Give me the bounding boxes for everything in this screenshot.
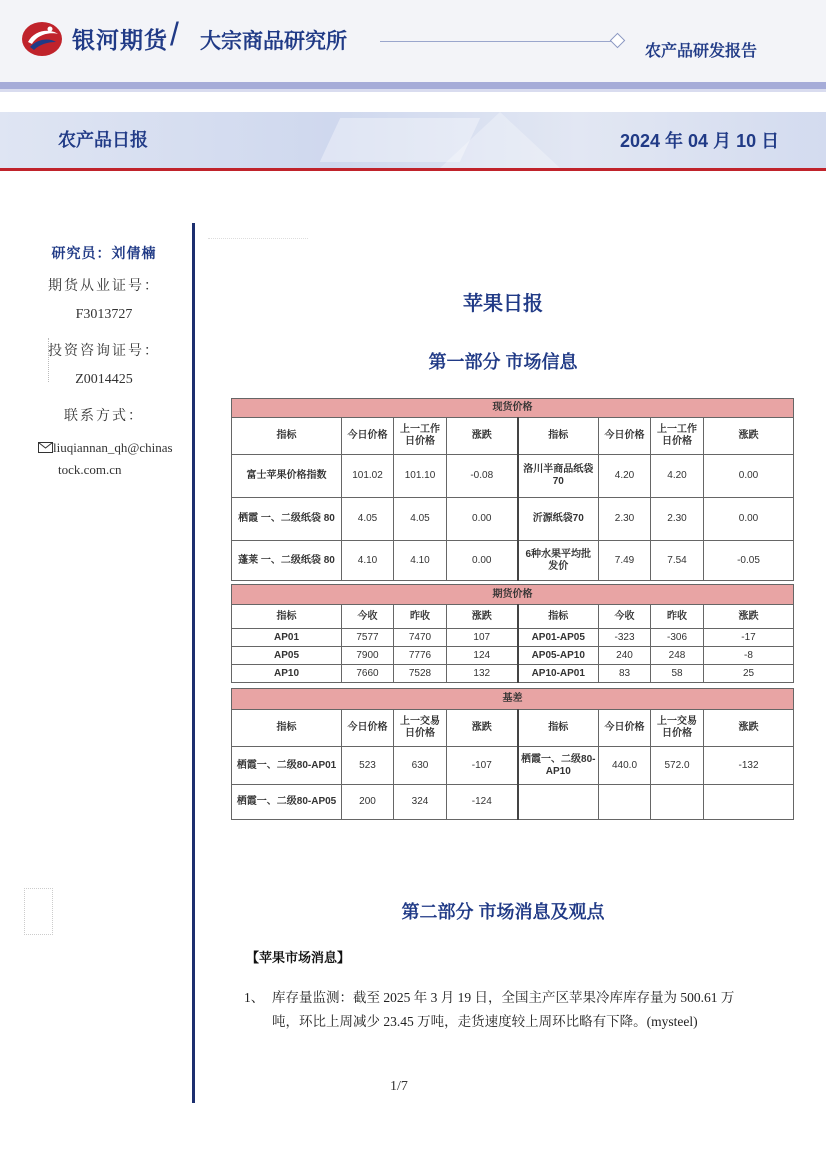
- column-header: 涨跌: [704, 605, 794, 629]
- table-cell: 572.0: [651, 747, 704, 785]
- table-cell: AP05-AP10: [518, 647, 599, 665]
- page-number: 1/7: [390, 1079, 408, 1094]
- column-header: 涨跌: [704, 710, 794, 747]
- table-cell: AP01: [232, 629, 342, 647]
- brand-name: 银河期货: [72, 27, 168, 53]
- table-cell: -323: [599, 629, 651, 647]
- table-cell: 523: [342, 747, 394, 785]
- contact-label: 联系方式：: [64, 409, 144, 424]
- table-cell: 101.02: [342, 455, 394, 498]
- news-tag: 【苹果市场消息】: [246, 950, 351, 965]
- table-cell: 栖霞 一、二级纸袋 80: [232, 498, 342, 541]
- table-cell: 7.54: [651, 541, 704, 581]
- table-cell: -124: [447, 785, 518, 820]
- column-header: 上一工作日价格: [394, 418, 447, 455]
- news-text: 吨，环比上周减少 23.45 万吨，走货速度较上周环比略有下降。(mysteel): [272, 1014, 698, 1029]
- table-cell: AP10: [232, 665, 342, 683]
- column-header: 指标: [232, 418, 342, 455]
- table-cell: 0.00: [447, 498, 518, 541]
- table-cell: 4.20: [651, 455, 704, 498]
- table-cell: 0.00: [447, 541, 518, 581]
- report-type: 农产品研发报告: [645, 43, 758, 60]
- dotted-guide: [48, 338, 50, 382]
- page-header: [0, 0, 826, 82]
- column-header: 指标: [232, 605, 342, 629]
- column-header: 上一交易日价格: [394, 710, 447, 747]
- faint-rule: [208, 238, 308, 247]
- table-cell: 248: [651, 647, 704, 665]
- table-row: [232, 629, 794, 647]
- table-cell: 7470: [394, 629, 447, 647]
- title-divider: /: [170, 16, 179, 52]
- table-cell: 58: [651, 665, 704, 683]
- table-cell: 栖霞一、二级80-AP10: [518, 747, 599, 785]
- table-cell: 2.30: [651, 498, 704, 541]
- table-cell: 7776: [394, 647, 447, 665]
- table-cell: AP01-AP05: [518, 629, 599, 647]
- contact-email[interactable]: [38, 437, 188, 481]
- table-cell: [704, 785, 794, 820]
- table-section-title: 现货价格: [232, 399, 794, 418]
- header-rule: [380, 41, 612, 42]
- envelope-icon: [38, 442, 53, 453]
- table-cell: 324: [394, 785, 447, 820]
- column-header: 今日价格: [599, 418, 651, 455]
- table-row: [232, 785, 794, 820]
- table-cell: -17: [704, 629, 794, 647]
- table-cell: 7528: [394, 665, 447, 683]
- table-cell: -0.08: [447, 455, 518, 498]
- column-header: 昨收: [394, 605, 447, 629]
- advisory-license-label: 投资咨询证号：: [48, 344, 160, 359]
- table-cell: 7.49: [599, 541, 651, 581]
- column-header: 上一工作日价格: [651, 418, 704, 455]
- institute-name: 大宗商品研究所: [200, 30, 347, 53]
- table-row: [232, 665, 794, 683]
- table-cell: 4.10: [394, 541, 447, 581]
- table-cell: 200: [342, 785, 394, 820]
- column-header: 涨跌: [704, 418, 794, 455]
- column-header: 指标: [518, 605, 599, 629]
- news-text: 库存量监测：截至 2025 年 3 月 19 日，全国主产区苹果冷库库存量为 500.61 万: [272, 990, 735, 1005]
- column-header: 上一交易日价格: [651, 710, 704, 747]
- table-cell: 440.0: [599, 747, 651, 785]
- table-row: [232, 455, 794, 498]
- table-cell: 7900: [342, 647, 394, 665]
- table-row: [232, 747, 794, 785]
- table-cell: 4.10: [342, 541, 394, 581]
- column-header: 今日价格: [342, 418, 394, 455]
- table-cell: 4.05: [394, 498, 447, 541]
- table-cell: -8: [704, 647, 794, 665]
- table-cell: 沂源纸袋70: [518, 498, 599, 541]
- table-cell: 0.00: [704, 498, 794, 541]
- section-heading: 第二部分 市场消息及观点: [401, 902, 605, 922]
- table-cell: -107: [447, 747, 518, 785]
- table-cell: 0.00: [704, 455, 794, 498]
- column-header: 指标: [518, 418, 599, 455]
- table-cell: AP10-AP01: [518, 665, 599, 683]
- table-cell: 栖霞一、二级80-AP01: [232, 747, 342, 785]
- banner-red-rule: [0, 168, 826, 171]
- table-cell: 107: [447, 629, 518, 647]
- table-cell: 240: [599, 647, 651, 665]
- table-cell: 25: [704, 665, 794, 683]
- table-cell: 124: [447, 647, 518, 665]
- table-cell: 4.20: [599, 455, 651, 498]
- column-header: 指标: [232, 710, 342, 747]
- table-cell: [651, 785, 704, 820]
- table-cell: 4.05: [342, 498, 394, 541]
- table-cell: AP05: [232, 647, 342, 665]
- table-cell: [599, 785, 651, 820]
- futures-license-number: F3013727: [75, 307, 133, 322]
- section-heading: 第一部分 市场信息: [428, 352, 578, 372]
- column-header: 指标: [518, 710, 599, 747]
- header-stripe: [0, 82, 826, 89]
- column-header: 涨跌: [447, 710, 518, 747]
- column-header: 涨跌: [447, 418, 518, 455]
- list-number: 1、: [244, 990, 265, 1005]
- table-row: [232, 647, 794, 665]
- advisory-license-number: Z0014425: [75, 372, 133, 387]
- news-item: [244, 986, 782, 1034]
- column-header: 今日价格: [342, 710, 394, 747]
- basis-table: [231, 688, 794, 820]
- table-cell: 83: [599, 665, 651, 683]
- table-cell: 富士苹果价格指数: [232, 455, 342, 498]
- email-text: liuqiannan_qh@chinas: [53, 440, 173, 455]
- header-stripe-light: [0, 89, 826, 92]
- table-cell: 101.10: [394, 455, 447, 498]
- table-section-title: 基差: [232, 689, 794, 710]
- table-cell: 7660: [342, 665, 394, 683]
- table-cell: -306: [651, 629, 704, 647]
- table-cell: 栖霞一、二级80-AP05: [232, 785, 342, 820]
- table-cell: 7577: [342, 629, 394, 647]
- futures-price-table: [231, 584, 794, 683]
- email-text: tock.com.cn: [58, 462, 122, 477]
- table-cell: -132: [704, 747, 794, 785]
- galaxy-logo-icon: [20, 20, 64, 58]
- sidebar-divider: [192, 223, 195, 1103]
- column-header: 今收: [342, 605, 394, 629]
- table-row: [232, 541, 794, 581]
- table-cell: 6种水果平均批发价: [518, 541, 599, 581]
- table-cell: 蓬莱 一、二级纸袋 80: [232, 541, 342, 581]
- column-header: 今收: [599, 605, 651, 629]
- report-title: 苹果日报: [463, 293, 543, 315]
- researcher-name: 研究员：刘倩楠: [51, 245, 157, 261]
- table-cell: 2.30: [599, 498, 651, 541]
- dotted-guide: [24, 888, 53, 935]
- table-cell: -0.05: [704, 541, 794, 581]
- table-section-title: 期货价格: [232, 585, 794, 605]
- table-row: [232, 498, 794, 541]
- table-cell: 630: [394, 747, 447, 785]
- futures-license-label: 期货从业证号：: [48, 279, 160, 294]
- column-header: 昨收: [651, 605, 704, 629]
- diamond-ornament-icon: [610, 33, 626, 49]
- report-date: 2024 年 04 月 10 日: [620, 131, 780, 151]
- spot-price-table: [231, 398, 794, 581]
- table-cell: 132: [447, 665, 518, 683]
- column-header: 今日价格: [599, 710, 651, 747]
- table-cell: 洛川半商品纸袋70: [518, 455, 599, 498]
- table-cell: [518, 785, 599, 820]
- column-header: 涨跌: [447, 605, 518, 629]
- banner-title: 农产品日报: [58, 130, 148, 150]
